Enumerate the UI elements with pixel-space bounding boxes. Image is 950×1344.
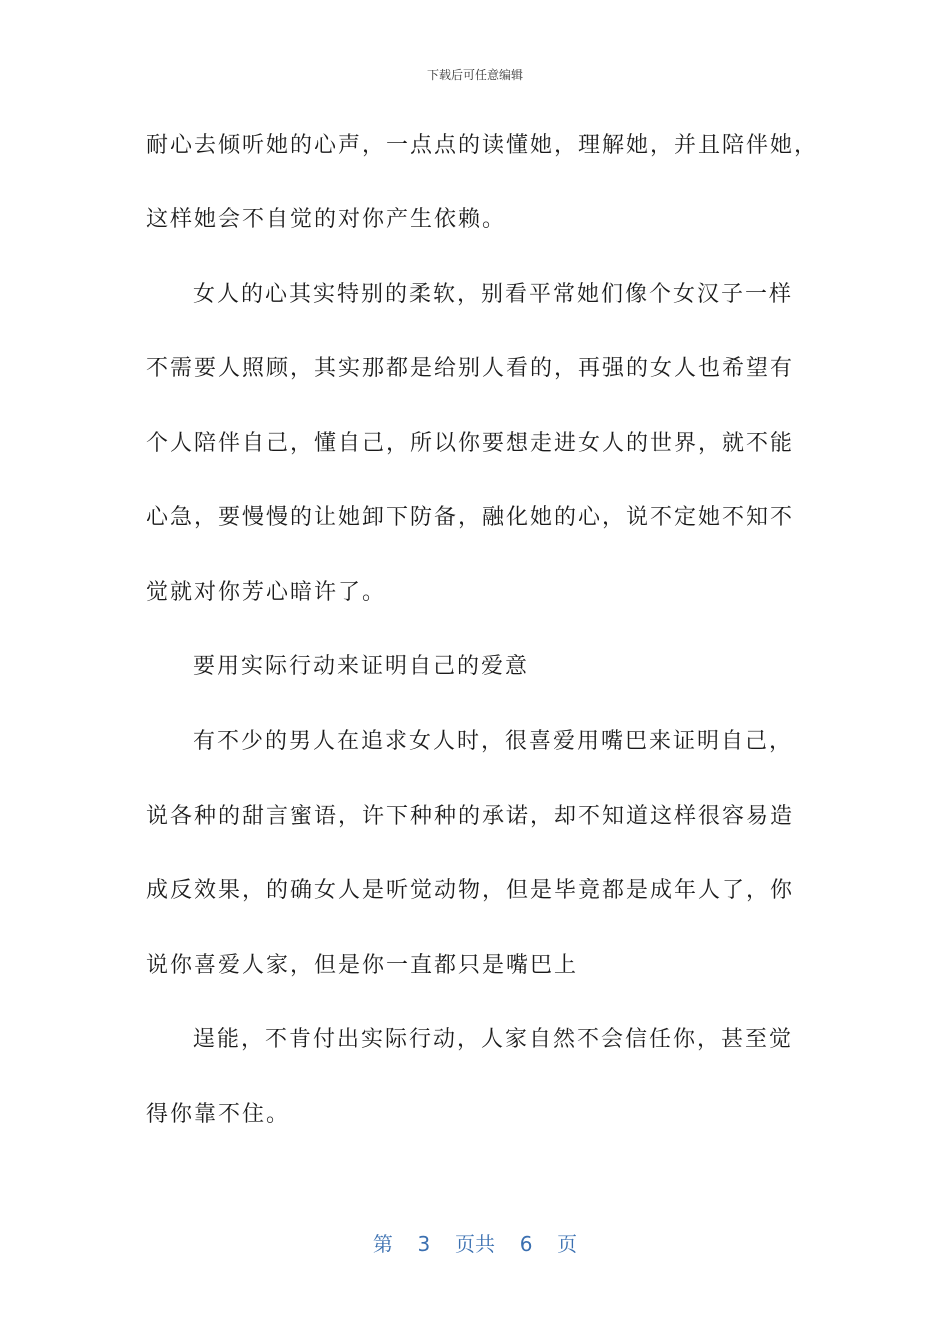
text-line: 得你靠不住。 — [146, 1102, 291, 1127]
text-line: 耐心去倾听她的心声，一点点的读懂她，理解她，并且陪伴她， — [146, 133, 819, 158]
page-number: 第 3 页共 6 页 — [372, 1232, 578, 1256]
text-line: 有不少的男人在追求女人时，很喜爱用嘴巴来证明自己， — [193, 729, 794, 754]
text-line: 女人的心其实特别的柔软，别看平常她们像个女汉子一样 — [193, 282, 794, 307]
page-header-note: 下载后可任意编辑 — [426, 68, 523, 82]
text-line: 这样她会不自觉的对你产生依赖。 — [146, 207, 507, 232]
text-line: 觉就对你芳心暗许了。 — [146, 580, 387, 605]
text-line: 个人陪伴自己，懂自己，所以你要想走进女人的世界，就不能 — [146, 431, 795, 456]
text-line: 说你喜爱人家，但是你一直都只是嘴巴上 — [146, 953, 579, 978]
text-line: 心急，要慢慢的让她卸下防备，融化她的心，说不定她不知不 — [146, 505, 795, 530]
text-line: 不需要人照顾，其实那都是给别人看的，再强的女人也希望有 — [146, 356, 795, 381]
text-line: 逞能，不肯付出实际行动，人家自然不会信任你，甚至觉 — [193, 1027, 794, 1052]
text-line: 说各种的甜言蜜语，许下种种的承诺，却不知道这样很容易造 — [146, 804, 795, 829]
text-line: 成反效果，的确女人是听觉动物，但是毕竟都是成年人了，你 — [146, 878, 795, 903]
section-heading: 要用实际行动来证明自己的爱意 — [193, 654, 530, 679]
